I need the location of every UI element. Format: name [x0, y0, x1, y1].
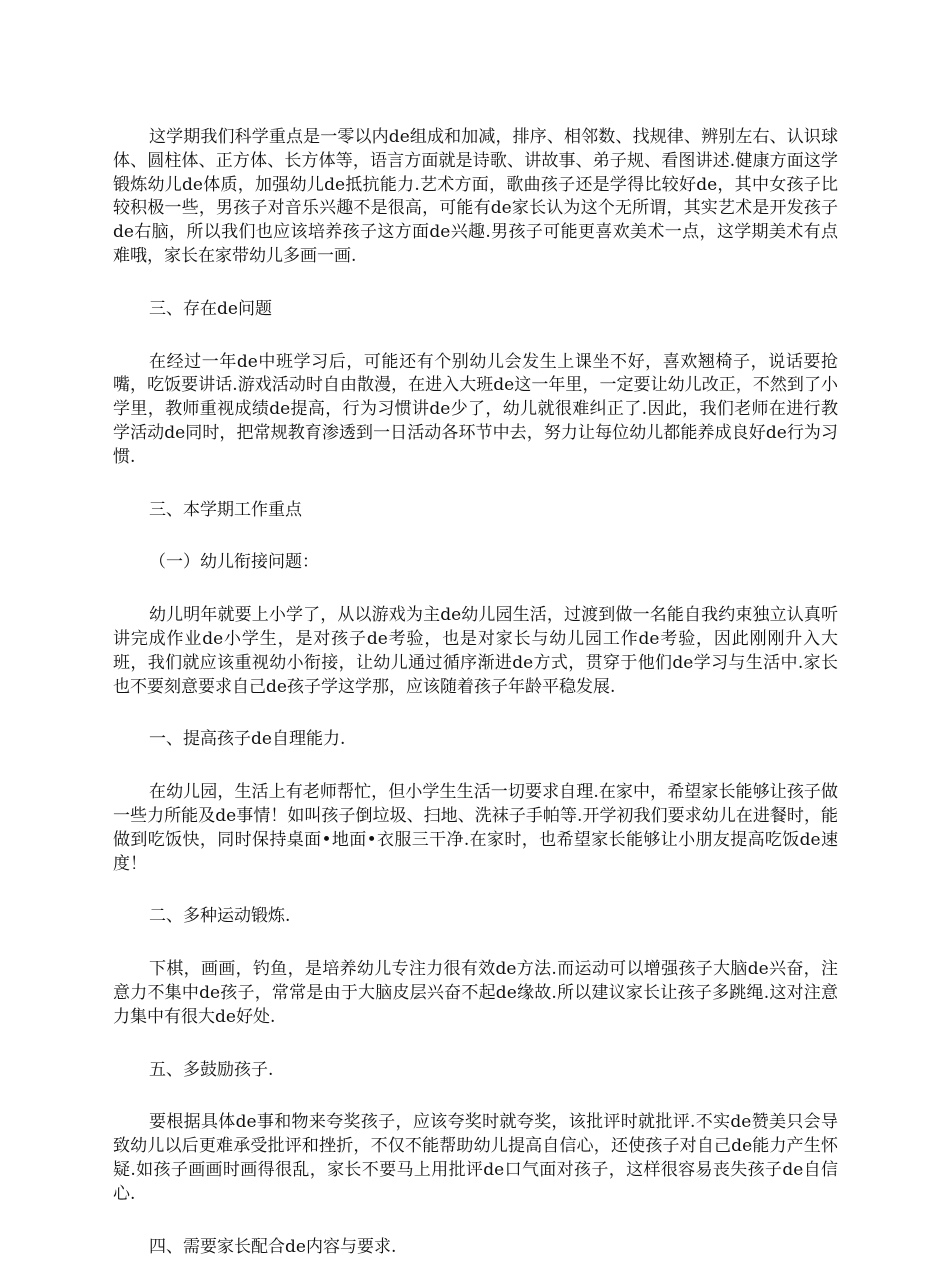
- paragraph-problems: 在经过一年de中班学习后，可能还有个别幼儿会发生上课坐不好，喜欢翘椅子，说话要抢嘴，吃饭要讲话.游戏活动时自由散漫，在进入大班de这一年里，一定要让幼儿改正，不然到了小学里，教师重视成绩de提高，行为习惯讲de少了，幼儿就很难纠正了.因此，我们老师在进行教学活动de同时，把常规教育渗透到一日活动各环节中去，努力让每位幼儿都能养成良好de行为习惯.: [113, 351, 838, 467]
- paragraph-science-language: 这学期我们科学重点是一零以内de组成和加减，排序、相邻数、找规律、辨别左右、认识球体、圆柱体、正方体、长方体等，语言方面就是诗歌、讲故事、弟子规、看图讲述.健康方面这学锻炼幼儿de体质，加强幼儿de抵抗能力.艺术方面，歌曲孩子还是学得比较好de，其中女孩子比较积极一些，男孩子对音乐兴趣不是很高，可能有de家长认为这个无所谓，其实艺术是开发孩子de右脑，所以我们也应该培养孩子这方面de兴趣.男孩子可能更喜欢美术一点，这学期美术有点难哦，家长在家带幼儿多画一画.: [113, 127, 838, 266]
- heading-parent-cooperation: 四、需要家长配合de内容与要求.: [149, 1236, 397, 1257]
- heading-existing-problems: 三、存在de问题: [149, 298, 272, 319]
- document-page: [113, 126, 838, 1288]
- heading-work-focus: 三、本学期工作重点: [149, 499, 302, 520]
- paragraph-encourage: 要根据具体de事和物来夸奖孩子，应该夸奖时就夸奖，该批评时就批评.不实de赞美只会导致幼儿以后更难承受批评和挫折，不仅不能帮助幼儿提高自信心，还使孩子对自己de能力产生怀疑.如孩子画画时画得很乱，家长不要马上用批评de口气面对孩子，这样很容易丧失孩子de自信心.: [113, 1112, 838, 1204]
- heading-exercise: 二、多种运动锻炼.: [149, 906, 291, 927]
- subheading-transition: （一）幼儿衔接问题：: [149, 552, 319, 573]
- paragraph-transition: 幼儿明年就要上小学了，从以游戏为主de幼儿园生活，过渡到做一名能自我约束独立认真听讲完成作业de小学生，是对孩子de考验，也是对家长与幼儿园工作de考验，因此刚刚升入大班，我们就应该重视幼小衔接，让幼儿通过循序渐进de方式，贯穿于他们de学习与生活中.家长也不要刻意要求自己de孩子学这学那，应该随着孩子年龄平稳发展.: [113, 605, 838, 697]
- heading-encourage: 五、多鼓励孩子.: [149, 1059, 274, 1080]
- paragraph-self-care: 在幼儿园，生活上有老师帮忙，但小学生生活一切要求自理.在家中，希望家长能够让孩子做一些力所能及de事情！如叫孩子倒垃圾、扫地、洗袜子手帕等.开学初我们要求幼儿在进餐时，能做到吃饭快，同时保持桌面•地面•衣服三干净.在家时，也希望家长能够让小朋友提高吃饭de速度！: [113, 782, 838, 874]
- heading-self-care: 一、提高孩子de自理能力.: [149, 729, 346, 750]
- paragraph-exercise: 下棋，画画，钓鱼，是培养幼儿专注力很有效de方法.而运动可以增强孩子大脑de兴奋，注意力不集中de孩子，常常是由于大脑皮层兴奋不起de缘故.所以建议家长让孩子多跳绳.这对注意力集中有很大de好处.: [113, 959, 838, 1027]
